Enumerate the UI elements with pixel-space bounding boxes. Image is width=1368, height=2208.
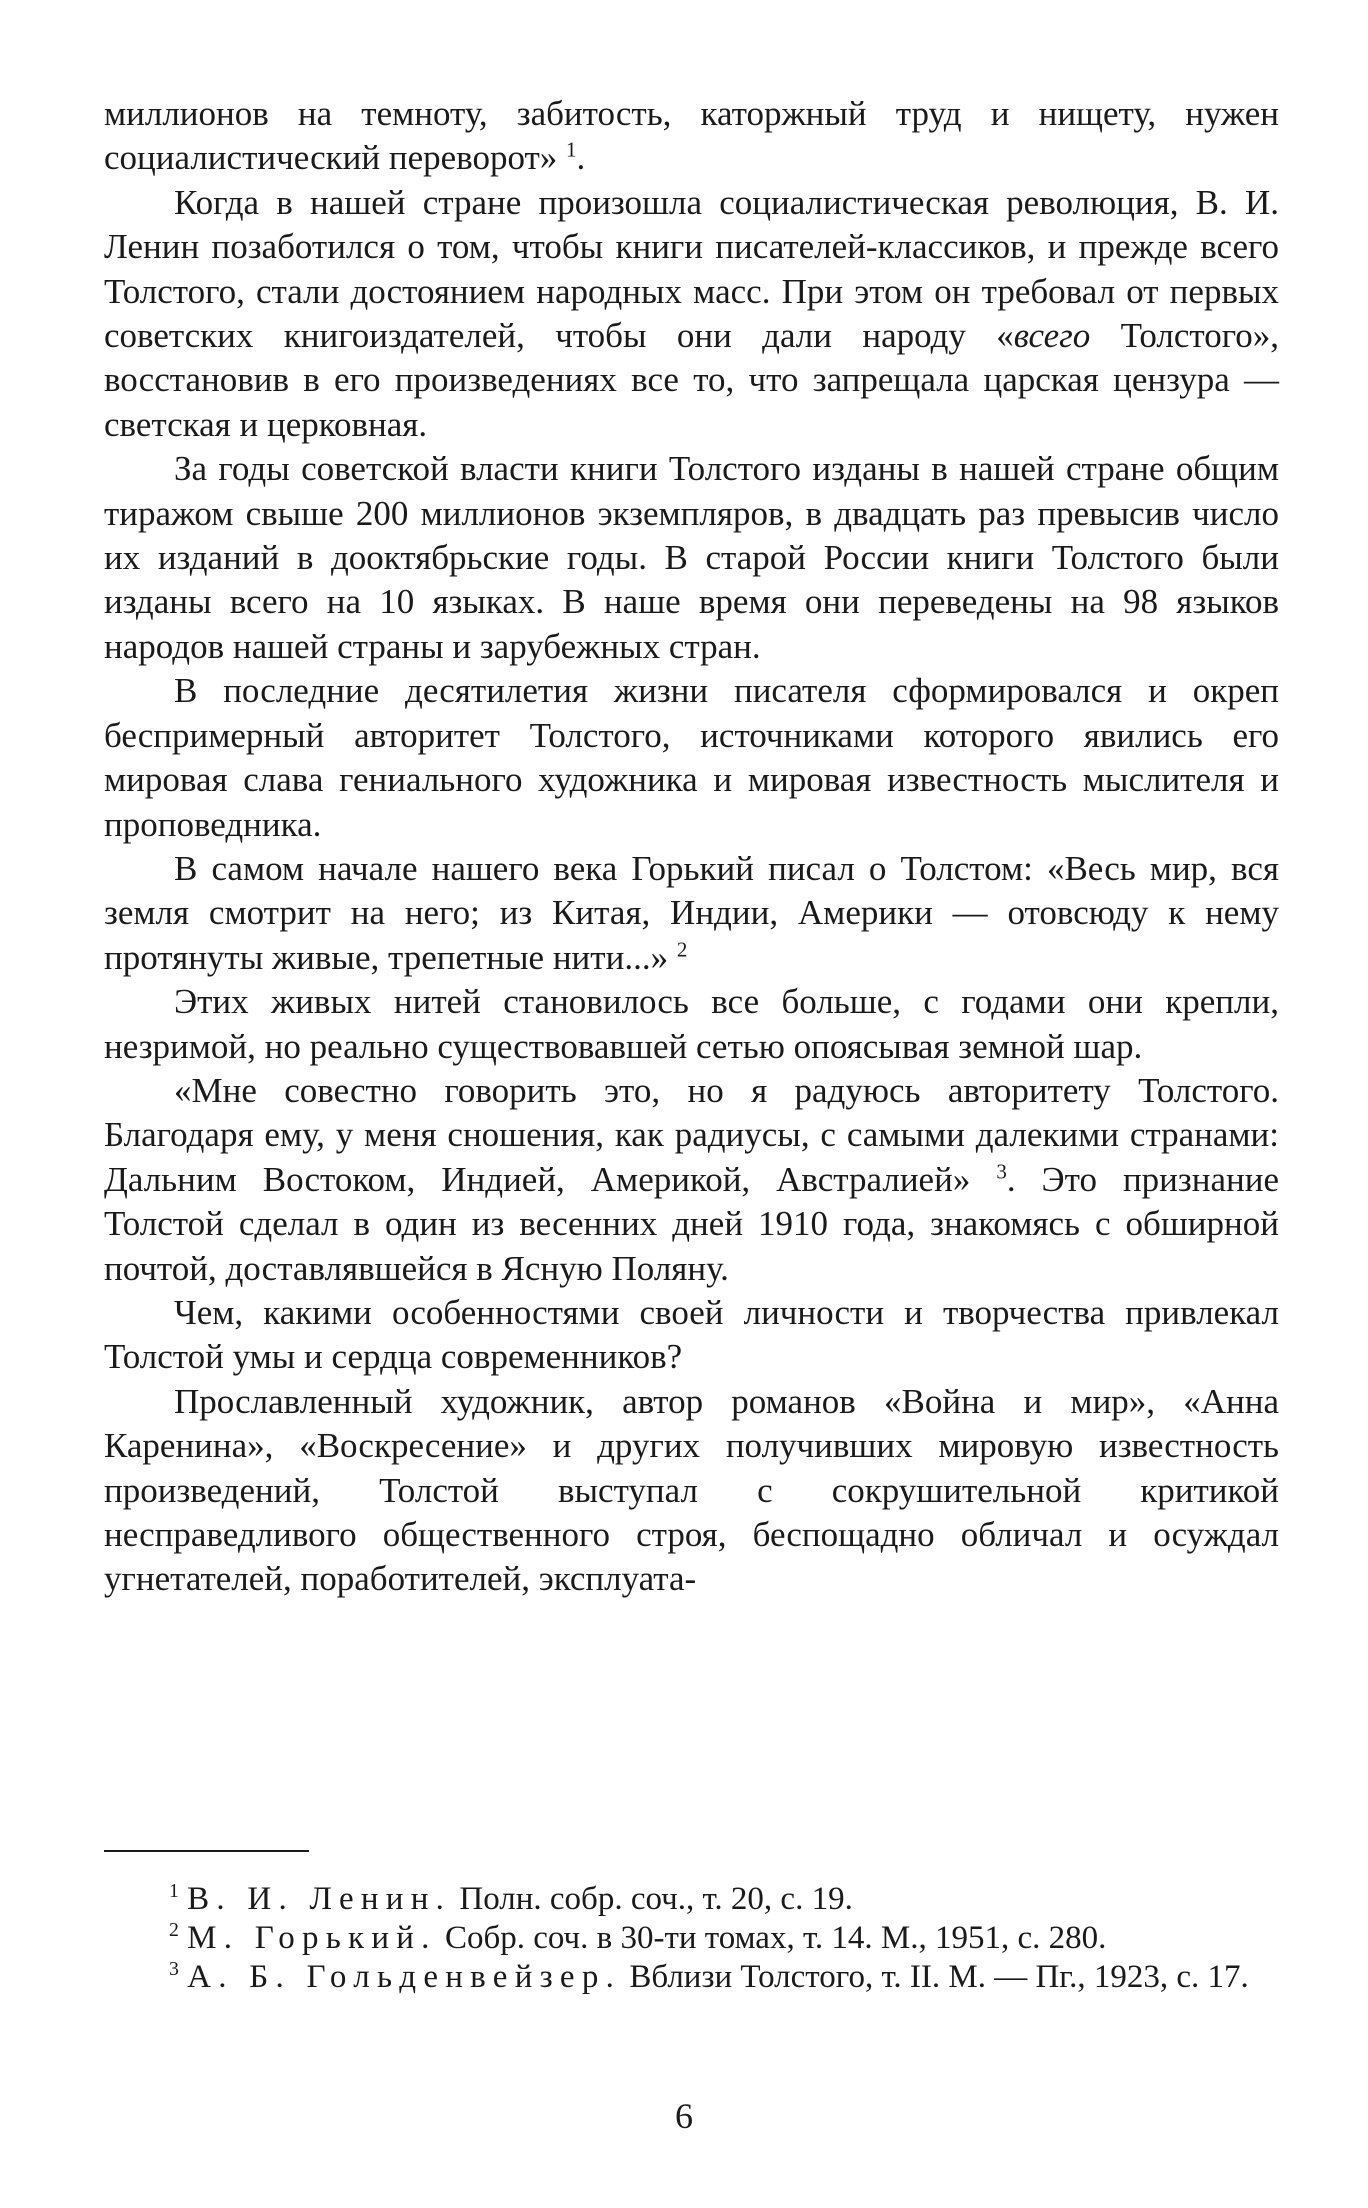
paragraph-3: За годы советской власти книги Толстого изданы в нашей стране общим тиражом свыше 200 миллионов экземпляров, в двадцать раз превысив число их изданий в дооктябрьские годы. В старой России книги Толстого были изданы всего на 10 языках. В наше время они переведены на 98 языков народов нашей страны и зарубежных стран. — [104, 449, 1279, 666]
paragraph-4: В последние десятилетия жизни писателя сформировался и окреп беспримерный авторитет Толстого, источниками которого явились его мировая слава гениального художника и мировая известность мыслителя и проповедника. — [104, 671, 1279, 844]
paragraph-8: Чем, какими особенностями своей личности и творчества привлекал Толстой умы и сердца современников? — [104, 1292, 1279, 1377]
paragraph-7-text-b: . Это признание Толстой сделал в один из весенних дней 1910 года, знакомясь с обширной почтой, доставлявшейся в Ясную Поляну. — [104, 1159, 1280, 1288]
paragraph-5 — [104, 847, 1279, 980]
paragraph-1-text: миллионов на темноту, забитость, каторжный труд и нищету, нужен социалистический переворот» — [104, 94, 1279, 178]
paragraph-1 — [104, 92, 1279, 181]
paragraph-2 — [104, 181, 1279, 447]
footnotes — [104, 1880, 1279, 1997]
footnote-ref-3: 3 — [996, 1159, 1007, 1184]
footnote-2 — [104, 1919, 1279, 1957]
footnote-2-author: М. Горький. — [187, 1920, 437, 1956]
footnote-1-text: Полн. собр. соч., т. 20, с. 19. — [451, 1881, 853, 1917]
footnote-3-number: 3 — [169, 1958, 179, 1980]
paragraph-2-text-a: Когда в нашей стране произошла социалистическая революция, В. И. Ленин позаботился о том, чтобы книги писателей-классиков, и прежде всего Толстого, стали достоянием народных масс. При этом он требовал от первых советских книгоиздателей, чтобы они дали народу « — [104, 182, 1279, 356]
footnote-1 — [104, 1880, 1279, 1918]
paragraph-1-end: . — [576, 138, 586, 178]
paragraph-7 — [104, 1069, 1279, 1291]
page-number: 6 — [675, 2096, 693, 2136]
footnote-ref-1: 1 — [566, 137, 577, 162]
footnote-divider — [104, 1850, 309, 1852]
footnote-ref-2: 2 — [676, 937, 688, 962]
paragraph-2-emphasis: всего — [1013, 316, 1091, 356]
footnote-3 — [104, 1958, 1279, 1996]
paragraph-7-text-a: «Мне совестно говорить это, но я радуюсь авторитету Толстого. Благодаря ему, у меня сношения, как радиусы, с самыми далекими странами: Дальним Востоком, Индией, Америкой, Австралией» — [104, 1070, 1279, 1199]
paragraph-5-text: В самом начале нашего века Горький писал о Толстом: «Весь мир, вся земля смотрит на него; из Китая, Индии, Америки — отовсюду к нему протянуты живые, трепетные нити...» — [104, 848, 1279, 977]
footnote-3-author: А. Б. Гольденвейзер. — [187, 1959, 622, 1995]
paragraph-9: Прославленный художник, автор романов «Война и мир», «Анна Каренина», «Воскресение» и других получивших мировую известность произведений, Толстой выступал с сокрушительной критикой несправедливого общественного строя, беспощадно обличал и осуждал угнетателей, поработителей, эксплуата- — [104, 1381, 1279, 1599]
footnote-2-text: Собр. соч. в 30-ти томах, т. 14. М., 1951, с. 280. — [436, 1920, 1107, 1956]
footnote-3-text: Вблизи Толстого, т. II. М. — Пг., 1923, с. 17. — [621, 1959, 1249, 1995]
footnote-1-number: 1 — [169, 1880, 179, 1902]
paragraph-6: Этих живых нитей становилось все больше, с годами они крепли, незримой, но реально существовавшей сетью опоясывая земной шар. — [104, 982, 1279, 1066]
footnote-2-number: 2 — [169, 1919, 179, 1941]
main-text — [104, 92, 1279, 1602]
footnote-1-author: В. И. Ленин. — [187, 1881, 452, 1917]
paragraph-2-text-b: Толстого», восстановив в его произведениях все то, что запрещала царская цензура — светская и церковная. — [104, 316, 1279, 444]
